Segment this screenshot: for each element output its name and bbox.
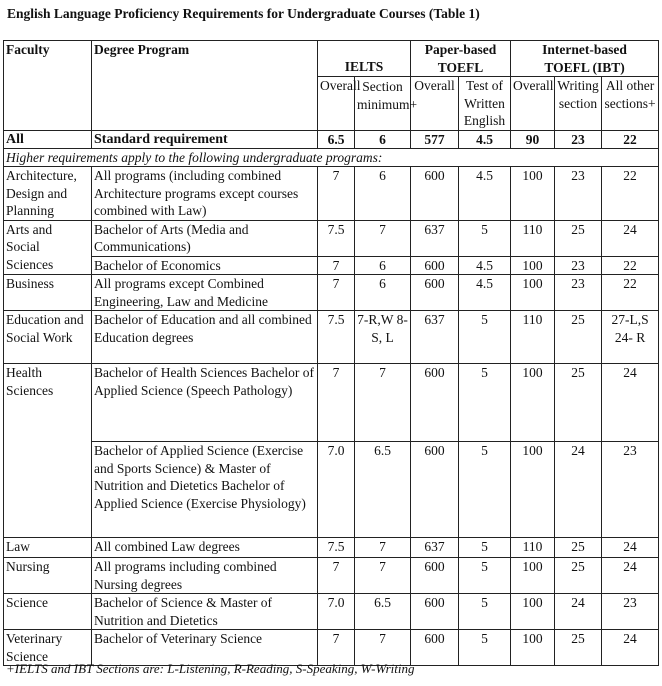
value-cell: 4.5	[459, 130, 511, 148]
value-cell: 5	[459, 630, 511, 666]
table-row	[4, 594, 659, 630]
ibt-header: Internet-based TOEFL (IBT)	[511, 41, 659, 77]
value-cell: 100	[511, 275, 555, 311]
faculty-cell: Veterinary Science	[4, 630, 92, 666]
value-cell: 637	[411, 220, 459, 256]
value-cell: 100	[511, 167, 555, 221]
value-cell: 600	[411, 558, 459, 594]
value-cell: 23	[555, 130, 602, 148]
paper-toefl-header: Paper-based TOEFL	[411, 41, 511, 77]
value-cell: 600	[411, 167, 459, 221]
value-cell: 90	[511, 130, 555, 148]
value-cell: 100	[511, 256, 555, 275]
value-cell: 25	[555, 311, 602, 364]
value-cell: 5	[459, 220, 511, 256]
program-cell: Bachelor of Economics	[92, 256, 318, 275]
faculty-cell: Education and Social Work	[4, 311, 92, 364]
value-cell: 600	[411, 442, 459, 538]
value-cell: 22	[602, 167, 659, 221]
value-cell: 110	[511, 220, 555, 256]
value-cell: 4.5	[459, 256, 511, 275]
standard-row	[4, 130, 659, 148]
faculty-cell: Health Sciences	[4, 364, 92, 538]
requirements-table	[3, 40, 659, 666]
value-cell: 5	[459, 538, 511, 558]
value-cell: 5	[459, 594, 511, 630]
value-cell: 600	[411, 275, 459, 311]
value-cell: 24	[602, 220, 659, 256]
value-cell: 7	[318, 630, 355, 666]
program-cell: Bachelor of Arts (Media and Communications)	[92, 220, 318, 256]
value-cell: 25	[555, 630, 602, 666]
value-cell: 110	[511, 311, 555, 364]
value-cell: 6.5	[355, 442, 411, 538]
header-row-top	[4, 41, 659, 77]
table-row	[4, 220, 659, 256]
table-row	[4, 442, 659, 538]
program-cell: Bachelor of Veterinary Science	[92, 630, 318, 666]
value-cell: 7	[355, 220, 411, 256]
value-cell: 4.5	[459, 275, 511, 311]
value-cell: 7.5	[318, 538, 355, 558]
value-cell: 7.0	[318, 442, 355, 538]
table-row	[4, 311, 659, 364]
value-cell: 23	[602, 442, 659, 538]
value-cell: 600	[411, 364, 459, 442]
value-cell: 100	[511, 630, 555, 666]
footnote: +IELTS and IBT Sections are: L-Listening, R-Reading, S-Speaking, W-Writing	[6, 661, 415, 676]
ielts-overall-header: Overall	[318, 77, 355, 131]
faculty-cell: All	[4, 130, 92, 148]
writing-section-header: Writing section	[555, 77, 602, 131]
table-row	[4, 275, 659, 311]
value-cell: 7	[355, 558, 411, 594]
value-cell: 7.5	[318, 311, 355, 364]
higher-requirements-note: Higher requirements apply to the following undergraduate programs:	[4, 148, 659, 167]
program-cell: All programs including combined Nursing degrees	[92, 558, 318, 594]
program-cell: Standard requirement	[92, 130, 318, 148]
value-cell: 22	[602, 275, 659, 311]
value-cell: 27-L,S 24- R	[602, 311, 659, 364]
value-cell: 24	[602, 538, 659, 558]
value-cell: 5	[459, 364, 511, 442]
program-cell: All programs except Combined Engineering, Law and Medicine	[92, 275, 318, 311]
test-written-english-header: Test of Written English	[459, 77, 511, 131]
value-cell: 7	[318, 558, 355, 594]
faculty-cell: Nursing	[4, 558, 92, 594]
value-cell: 7	[318, 256, 355, 275]
value-cell: 100	[511, 442, 555, 538]
value-cell: 23	[555, 275, 602, 311]
value-cell: 100	[511, 558, 555, 594]
value-cell: 24	[602, 364, 659, 442]
value-cell: 5	[459, 558, 511, 594]
value-cell: 600	[411, 630, 459, 666]
value-cell: 7	[318, 364, 355, 442]
table-row	[4, 167, 659, 221]
value-cell: 100	[511, 364, 555, 442]
value-cell: 6	[355, 275, 411, 311]
value-cell: 25	[555, 538, 602, 558]
value-cell: 7	[318, 275, 355, 311]
table-row	[4, 538, 659, 558]
program-cell: Bachelor of Health Sciences Bachelor of Applied Science (Speech Pathology)	[92, 364, 318, 442]
program-cell: Bachelor of Education and all combined Education degrees	[92, 311, 318, 364]
value-cell: 7	[318, 167, 355, 221]
faculty-header: Faculty	[4, 41, 92, 131]
value-cell: 600	[411, 594, 459, 630]
value-cell: 7-R,W 8-S, L	[355, 311, 411, 364]
all-other-sections-header: All other sections+	[602, 77, 659, 131]
value-cell: 100	[511, 594, 555, 630]
value-cell: 24	[602, 630, 659, 666]
value-cell: 600	[411, 256, 459, 275]
value-cell: 5	[459, 311, 511, 364]
note-row	[4, 148, 659, 167]
table-row	[4, 558, 659, 594]
toefl-overall-header: Overall	[411, 77, 459, 131]
table-row	[4, 364, 659, 442]
value-cell: 6.5	[355, 594, 411, 630]
faculty-cell: Science	[4, 594, 92, 630]
value-cell: 110	[511, 538, 555, 558]
value-cell: 23	[602, 594, 659, 630]
ielts-header: IELTS	[318, 41, 411, 77]
table-row	[4, 256, 659, 275]
value-cell: 22	[602, 256, 659, 275]
value-cell: 25	[555, 364, 602, 442]
degree-program-header: Degree Program	[92, 41, 318, 131]
value-cell: 24	[602, 558, 659, 594]
value-cell: 22	[602, 130, 659, 148]
value-cell: 6	[355, 167, 411, 221]
value-cell: 23	[555, 167, 602, 221]
value-cell: 6	[355, 130, 411, 148]
value-cell: 6.5	[318, 130, 355, 148]
value-cell: 7	[355, 364, 411, 442]
value-cell: 6	[355, 256, 411, 275]
program-cell: Bachelor of Applied Science (Exercise and Sports Science) & Master of Nutrition and Dietetics Bachelor of Applied Science (Exercise Physiology)	[92, 442, 318, 538]
value-cell: 637	[411, 538, 459, 558]
ibt-overall-header: Overall	[511, 77, 555, 131]
value-cell: 25	[555, 558, 602, 594]
table-title: English Language Proficiency Requirements for Undergraduate Courses (Table 1)	[7, 6, 480, 21]
program-cell: Bachelor of Science & Master of Nutrition and Dietetics	[92, 594, 318, 630]
value-cell: 23	[555, 256, 602, 275]
value-cell: 7.0	[318, 594, 355, 630]
program-cell: All combined Law degrees	[92, 538, 318, 558]
faculty-cell: Architecture, Design and Planning	[4, 167, 92, 221]
value-cell: 25	[555, 220, 602, 256]
program-cell: All programs (including combined Architecture programs except courses combined with Law)	[92, 167, 318, 221]
ielts-section-minimum-header: Section minimum+	[355, 77, 411, 131]
faculty-cell: Law	[4, 538, 92, 558]
value-cell: 24	[555, 594, 602, 630]
faculty-cell: Arts and Social Sciences	[4, 220, 92, 275]
value-cell: 7	[355, 538, 411, 558]
value-cell: 577	[411, 130, 459, 148]
value-cell: 4.5	[459, 167, 511, 221]
value-cell: 7.5	[318, 220, 355, 256]
value-cell: 637	[411, 311, 459, 364]
value-cell: 7	[355, 630, 411, 666]
faculty-cell: Business	[4, 275, 92, 311]
value-cell: 5	[459, 442, 511, 538]
value-cell: 24	[555, 442, 602, 538]
